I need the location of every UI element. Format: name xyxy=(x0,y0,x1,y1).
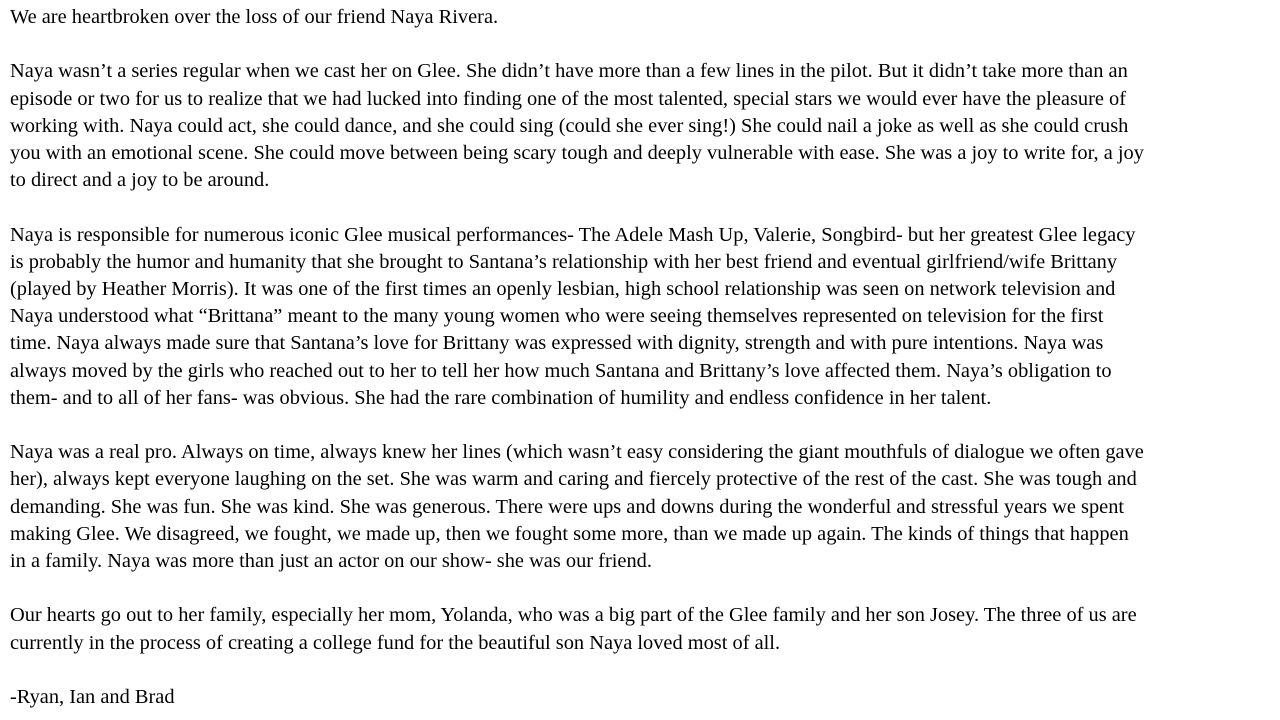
text-line: Naya is responsible for numerous iconic Glee musical performances- The Adele Mash Up, Valerie, Songbird- but her greatest Glee legacy xyxy=(10,223,1136,246)
paragraph-casting xyxy=(10,58,1272,194)
text-line: Naya understood what “Brittana” meant to the many young women who were seeing themselves represented on television for the first xyxy=(10,305,1104,328)
text-line: currently in the process of creating a college fund for the beautiful son Naya loved most of all. xyxy=(10,631,781,654)
signature xyxy=(10,684,1272,711)
opening-line xyxy=(10,4,1272,31)
text-line: making Glee. We disagreed, we fought, we made up, then we fought some more, than we made up again. The kinds of things that happen xyxy=(10,522,1129,545)
text-line: is probably the humor and humanity that she brought to Santana’s relationship with her best friend and eventual girlfriend/wife Brittany xyxy=(10,250,1118,273)
signature-text: -Ryan, Ian and Brad xyxy=(10,686,175,708)
text-line: time. Naya always made sure that Santana’s love for Brittany was expressed with dignity, strength and with pure intentions. Naya was xyxy=(10,332,1104,355)
text-line: them- and to all of her fans- was obvious. She had the rare combination of humility and endless confidence in her talent. xyxy=(10,386,992,409)
text-line: you with an emotional scene. She could move between being scary tough and deeply vulnerable with ease. She was a joy to write for, a joy xyxy=(10,142,1144,164)
text-line: Naya was a real pro. Always on time, always knew her lines (which wasn’t easy considering the giant mouthfuls of dialogue we often gave xyxy=(10,441,1144,464)
text-line: in a family. Naya was more than just an actor on our show- she was our friend. xyxy=(10,550,652,573)
text-line: demanding. She was fun. She was kind. She was generous. There were ups and downs during the wonderful and stressful years we spent xyxy=(10,495,1125,518)
text-line: always moved by the girls who reached out to her to tell her how much Santana and Brittany’s love affected them. Naya’s obligation to xyxy=(10,359,1112,382)
paragraph-professional xyxy=(10,439,1272,575)
paragraph-legacy xyxy=(10,222,1272,412)
text-line: to direct and a joy to be around. xyxy=(10,169,270,192)
text-line: We are heartbroken over the loss of our friend Naya Rivera. xyxy=(10,6,499,28)
text-line: working with. Naya could act, she could dance, and she could sing (could she ever sing!) She could nail a joke as well as she could crush xyxy=(10,114,1129,137)
text-line: episode or two for us to realize that we had lucked into finding one of the most talented, special stars we would ever have the pleasure of xyxy=(10,87,1127,110)
letter-document xyxy=(10,4,1272,711)
text-line: (played by Heather Morris). It was one of the first times an openly lesbian, high school relationship was seen on network television and xyxy=(10,278,1116,300)
text-line: Naya wasn’t a series regular when we cast her on Glee. She didn’t have more than a few lines in the pilot. But it didn’t take more than an xyxy=(10,60,1128,83)
paragraph-family xyxy=(10,602,1272,656)
text-line: Our hearts go out to her family, especially her mom, Yolanda, who was a big part of the Glee family and her son Josey. The three of us are xyxy=(10,604,1137,627)
text-line: her), always kept everyone laughing on the set. She was warm and caring and fiercely protective of the rest of the cast. She was tough and xyxy=(10,468,1137,491)
